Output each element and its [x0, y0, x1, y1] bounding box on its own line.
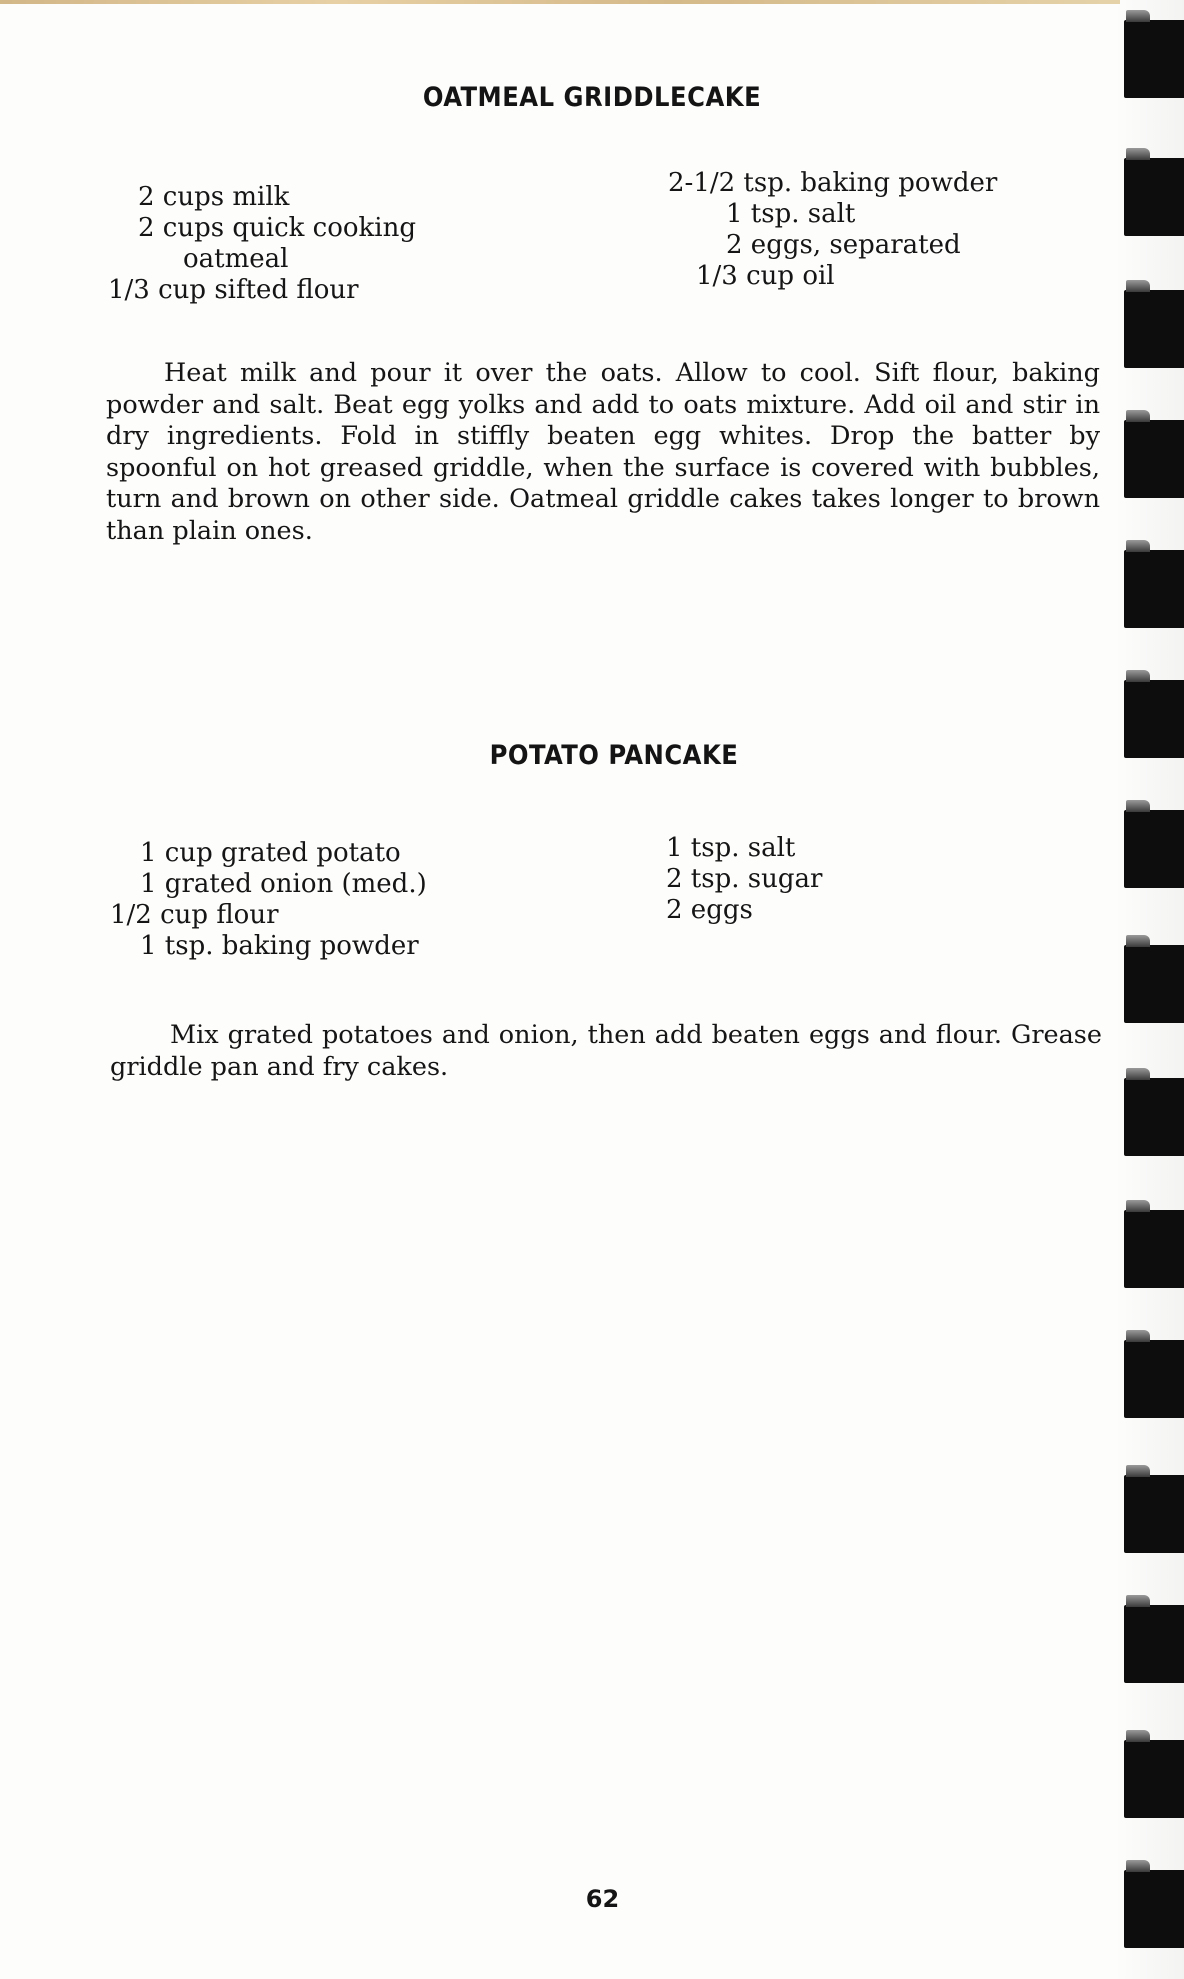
ingredient-item: 1/2 cup flour [110, 900, 279, 930]
binding-coil [1124, 810, 1184, 888]
ingredients-right-potato [666, 833, 822, 926]
ingredient-item: 2 cups milk [138, 182, 290, 212]
binding-coil [1124, 550, 1184, 628]
recipe-title-oatmeal: OATMEAL GRIDDLECAKE [422, 82, 762, 113]
instructions-potato: Mix grated potatoes and onion, then add beaten eggs and flour. Grease griddle pan and fry cakes. [110, 1020, 1102, 1082]
binding-coil [1124, 20, 1184, 98]
binding-coil [1124, 1210, 1184, 1288]
binding-coil [1124, 1605, 1184, 1683]
recipe-title-potato: POTATO PANCAKE [489, 740, 739, 771]
binding-coil [1124, 1078, 1184, 1156]
ingredient-item: 1 grated onion (med.) [140, 869, 427, 899]
ingredient-item: oatmeal [183, 244, 289, 274]
binding-coil [1124, 1870, 1184, 1948]
ingredient-item: 2 tsp. sugar [666, 864, 823, 894]
ingredients-left-oatmeal [108, 182, 416, 306]
binding-coil [1124, 290, 1184, 368]
binding-coil [1124, 1740, 1184, 1818]
binding-coil [1124, 158, 1184, 236]
ingredient-item: 2-1/2 tsp. baking powder [668, 168, 998, 198]
binding-coil [1124, 680, 1184, 758]
binding-coil [1124, 945, 1184, 1023]
page-top-edge [0, 0, 1120, 4]
instructions-oatmeal: Heat milk and pour it over the oats. Allow to cool. Sift flour, baking powder and salt. Beat egg yolks and add to oats mixture. Add oil and stir in dry ingredients. Fold in stiffly beaten egg whites. Drop the batter by spoonful on hot greased griddle, when the surface is covered with bubbles, turn and brown on other side. Oatmeal griddle cakes takes longer to brown than plain ones. [106, 358, 1100, 546]
binding-coil [1124, 1475, 1184, 1553]
binding-coil [1124, 1340, 1184, 1418]
ingredients-right-oatmeal [668, 168, 997, 292]
ingredients-left-potato [110, 838, 427, 962]
ingredient-item: 2 eggs, separated [726, 230, 961, 260]
ingredient-item: 1 tsp. baking powder [140, 931, 419, 961]
ingredient-item: 1/3 cup sifted flour [108, 275, 359, 305]
ingredient-item: 1 tsp. salt [666, 833, 796, 863]
spiral-binding [1124, 0, 1184, 1979]
ingredient-item: 1/3 cup oil [696, 261, 835, 291]
page-number: 62 [585, 1885, 620, 1913]
ingredient-item: 1 cup grated potato [140, 838, 401, 868]
ingredient-item: 2 cups quick cooking [138, 213, 416, 243]
ingredient-item: 1 tsp. salt [726, 199, 856, 229]
ingredient-item: 2 eggs [666, 895, 753, 925]
binding-coil [1124, 420, 1184, 498]
